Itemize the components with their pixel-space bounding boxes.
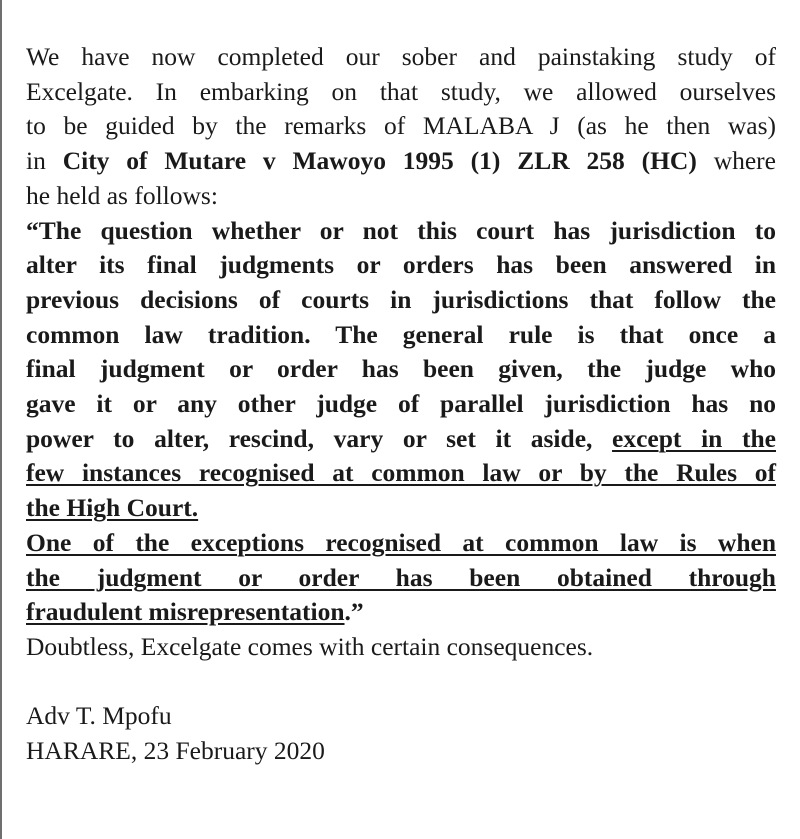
left-border-rule <box>0 0 2 839</box>
closing-line: Doubtless, Excelgate comes with certain consequences. <box>26 631 594 661</box>
intro-line-3: to be guided by the remarks of MALABA J (as he then was) <box>26 111 776 141</box>
quote-closing-mark: .” <box>344 597 364 627</box>
closing-paragraph <box>26 630 776 665</box>
underlined-fraud-end: fraudulent misrepresentation <box>26 597 345 627</box>
quote-line-11 <box>26 561 776 596</box>
quote-line-12 <box>26 595 776 630</box>
underlined-fraud-cont: the judgment or order has been obtained through <box>26 562 776 592</box>
place-and-date: HARARE, 23 February 2020 <box>26 736 325 766</box>
signature-block <box>26 699 776 768</box>
quote-line-7-prefix: power to alter, rescind, vary or set it aside, <box>26 423 613 453</box>
quote-line-3: previous decisions of courts in jurisdictions that follow the <box>26 284 776 314</box>
quoted-judgment <box>26 214 776 630</box>
quote-line-4: common law tradition. The general rule is that once a <box>26 319 776 349</box>
intro-line-4 <box>26 144 776 179</box>
case-citation: City of Mutare v Mawoyo 1995 (1) ZLR 258 (HC) <box>62 146 697 176</box>
underlined-fraud-start: One of the exceptions recognised at common law is when <box>26 527 776 557</box>
underlined-exception-start: except in the <box>612 423 776 453</box>
spacer <box>26 665 776 700</box>
intro-line-2: Excelgate. In embarking on that study, we allowed ourselves <box>26 76 776 106</box>
intro-line-4-prefix: in <box>26 146 63 176</box>
intro-line-1: We have now completed our sober and painstaking study of <box>26 42 776 71</box>
document-body <box>26 40 776 769</box>
quote-line-7 <box>26 422 776 457</box>
intro-line-4-suffix: where <box>696 146 776 176</box>
quote-line-10 <box>26 526 776 561</box>
author-name: Adv T. Mpofu <box>26 701 172 731</box>
quote-line-6: gave it or any other judge of parallel jurisdiction has no <box>26 389 776 419</box>
intro-line-5: he held as follows: <box>26 180 218 210</box>
underlined-exception-end: the High Court. <box>26 493 199 523</box>
quote-line-2: alter its final judgments or orders has been answered in <box>26 250 776 280</box>
intro-paragraph <box>26 40 776 214</box>
underlined-exception-cont: few instances recognised at common law or by the Rules of <box>26 458 776 488</box>
quote-line-5: final judgment or order has been given, the judge who <box>26 354 776 384</box>
quote-line-9 <box>26 491 776 526</box>
quote-line-1: “The question whether or not this court has jurisdiction to <box>26 215 776 245</box>
quote-line-8 <box>26 456 776 491</box>
